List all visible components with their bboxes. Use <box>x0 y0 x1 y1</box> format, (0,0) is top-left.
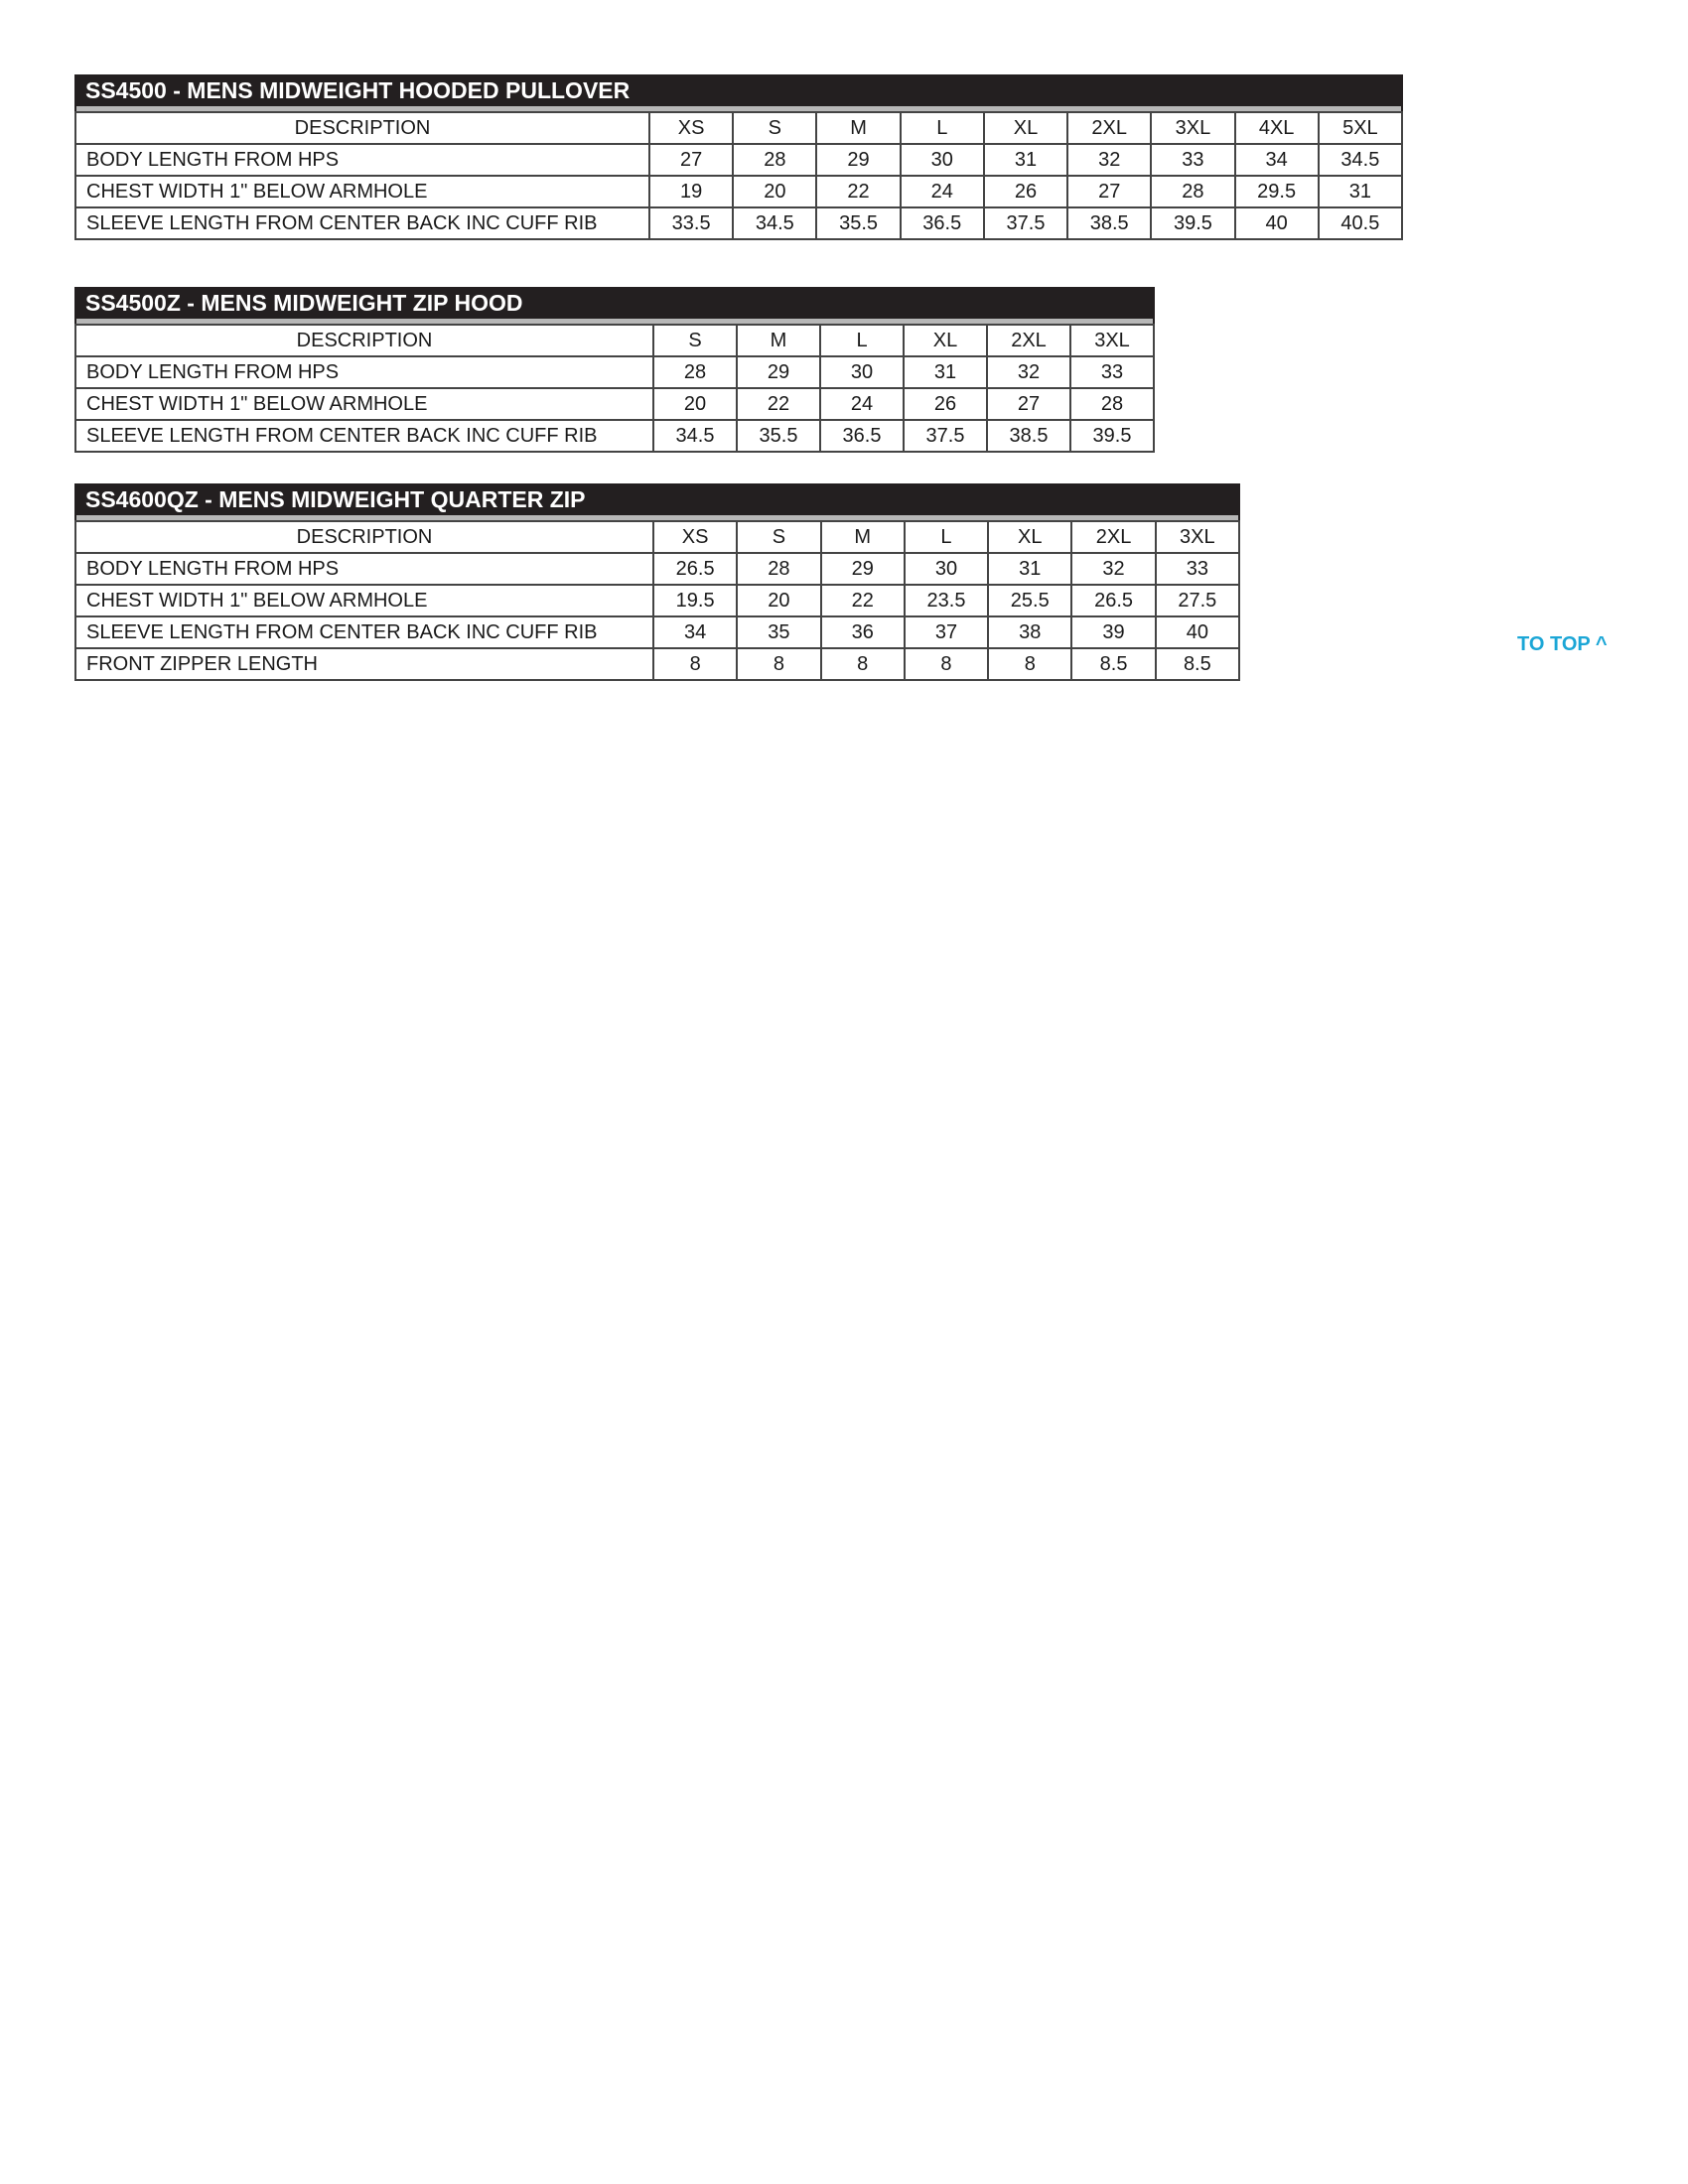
size-header: M <box>737 325 820 356</box>
row-label: BODY LENGTH FROM HPS <box>75 356 653 388</box>
size-header: 2XL <box>1067 112 1151 144</box>
table-cell: 27.5 <box>1156 585 1239 616</box>
table-cell: 28 <box>1151 176 1234 207</box>
table-row <box>75 648 1239 680</box>
table-cell: 22 <box>816 176 900 207</box>
chart-title: SS4500Z - MENS MIDWEIGHT ZIP HOOD <box>74 287 1155 319</box>
table-row <box>75 553 1239 585</box>
table-row <box>75 207 1402 239</box>
size-header: 2XL <box>1071 521 1155 553</box>
table-cell: 8 <box>905 648 988 680</box>
size-table <box>74 520 1240 681</box>
size-header: 4XL <box>1235 112 1319 144</box>
row-label: CHEST WIDTH 1" BELOW ARMHOLE <box>75 176 649 207</box>
table-cell: 38.5 <box>1067 207 1151 239</box>
table-cell: 37.5 <box>904 420 987 452</box>
table-cell: 8.5 <box>1071 648 1155 680</box>
chart-title: SS4600QZ - MENS MIDWEIGHT QUARTER ZIP <box>74 483 1240 515</box>
table-cell: 39.5 <box>1151 207 1234 239</box>
size-header: 3XL <box>1156 521 1239 553</box>
table-cell: 28 <box>737 553 820 585</box>
table-cell: 39 <box>1071 616 1155 648</box>
description-header: DESCRIPTION <box>75 521 653 553</box>
table-cell: 35.5 <box>816 207 900 239</box>
table-cell: 22 <box>821 585 905 616</box>
table-cell: 38.5 <box>987 420 1070 452</box>
size-header: L <box>820 325 904 356</box>
table-cell: 26 <box>904 388 987 420</box>
table-cell: 34.5 <box>653 420 737 452</box>
size-header: XS <box>653 521 737 553</box>
size-chart-ss4600qz <box>74 483 1240 681</box>
size-header: XL <box>988 521 1071 553</box>
table-cell: 36 <box>821 616 905 648</box>
table-cell: 33 <box>1070 356 1154 388</box>
table-cell: 26.5 <box>653 553 737 585</box>
table-cell: 20 <box>737 585 820 616</box>
table-cell: 40.5 <box>1319 207 1402 239</box>
table-cell: 33 <box>1156 553 1239 585</box>
size-table <box>74 324 1155 453</box>
table-cell: 34 <box>1235 144 1319 176</box>
table-cell: 8 <box>988 648 1071 680</box>
table-cell: 8 <box>821 648 905 680</box>
table-cell: 27 <box>987 388 1070 420</box>
table-header-row <box>75 521 1239 553</box>
table-cell: 30 <box>901 144 984 176</box>
row-label: SLEEVE LENGTH FROM CENTER BACK INC CUFF RIB <box>75 420 653 452</box>
row-label: SLEEVE LENGTH FROM CENTER BACK INC CUFF RIB <box>75 616 653 648</box>
table-cell: 8 <box>653 648 737 680</box>
table-row <box>75 356 1154 388</box>
size-header: XL <box>904 325 987 356</box>
table-cell: 28 <box>1070 388 1154 420</box>
size-header: 5XL <box>1319 112 1402 144</box>
size-header: XS <box>649 112 733 144</box>
table-row <box>75 388 1154 420</box>
table-cell: 30 <box>905 553 988 585</box>
row-label: CHEST WIDTH 1" BELOW ARMHOLE <box>75 388 653 420</box>
row-label: FRONT ZIPPER LENGTH <box>75 648 653 680</box>
row-label: SLEEVE LENGTH FROM CENTER BACK INC CUFF RIB <box>75 207 649 239</box>
row-label: CHEST WIDTH 1" BELOW ARMHOLE <box>75 585 653 616</box>
table-cell: 37.5 <box>984 207 1067 239</box>
table-row <box>75 420 1154 452</box>
size-header: M <box>821 521 905 553</box>
table-cell: 28 <box>653 356 737 388</box>
table-row <box>75 616 1239 648</box>
size-chart-ss4500z <box>74 287 1155 453</box>
table-cell: 32 <box>1067 144 1151 176</box>
table-cell: 30 <box>820 356 904 388</box>
table-cell: 24 <box>820 388 904 420</box>
size-header: L <box>905 521 988 553</box>
table-cell: 29 <box>821 553 905 585</box>
size-chart-ss4500 <box>74 74 1403 240</box>
table-row <box>75 144 1402 176</box>
table-cell: 29 <box>737 356 820 388</box>
size-header: 2XL <box>987 325 1070 356</box>
table-cell: 40 <box>1156 616 1239 648</box>
table-cell: 35.5 <box>737 420 820 452</box>
size-header: 3XL <box>1151 112 1234 144</box>
table-cell: 19.5 <box>653 585 737 616</box>
size-header: M <box>816 112 900 144</box>
table-cell: 23.5 <box>905 585 988 616</box>
table-cell: 31 <box>904 356 987 388</box>
size-table <box>74 111 1403 240</box>
table-cell: 31 <box>988 553 1071 585</box>
table-cell: 38 <box>988 616 1071 648</box>
row-label: BODY LENGTH FROM HPS <box>75 553 653 585</box>
table-cell: 33.5 <box>649 207 733 239</box>
table-cell: 27 <box>1067 176 1151 207</box>
table-cell: 19 <box>649 176 733 207</box>
size-header: L <box>901 112 984 144</box>
table-cell: 20 <box>653 388 737 420</box>
description-header: DESCRIPTION <box>75 112 649 144</box>
table-cell: 22 <box>737 388 820 420</box>
description-header: DESCRIPTION <box>75 325 653 356</box>
to-top-link[interactable]: TO TOP ^ <box>1517 633 1608 655</box>
table-row <box>75 176 1402 207</box>
table-cell: 26.5 <box>1071 585 1155 616</box>
table-cell: 28 <box>733 144 816 176</box>
table-cell: 31 <box>984 144 1067 176</box>
table-header-row <box>75 325 1154 356</box>
table-cell: 40 <box>1235 207 1319 239</box>
table-cell: 31 <box>1319 176 1402 207</box>
size-header: S <box>737 521 820 553</box>
size-header: 3XL <box>1070 325 1154 356</box>
table-cell: 8.5 <box>1156 648 1239 680</box>
table-cell: 37 <box>905 616 988 648</box>
table-cell: 33 <box>1151 144 1234 176</box>
size-header: XL <box>984 112 1067 144</box>
size-header: S <box>733 112 816 144</box>
table-cell: 34 <box>653 616 737 648</box>
table-cell: 36.5 <box>820 420 904 452</box>
table-cell: 29.5 <box>1235 176 1319 207</box>
table-cell: 29 <box>816 144 900 176</box>
table-header-row <box>75 112 1402 144</box>
table-cell: 20 <box>733 176 816 207</box>
table-cell: 27 <box>649 144 733 176</box>
table-cell: 8 <box>737 648 820 680</box>
row-label: BODY LENGTH FROM HPS <box>75 144 649 176</box>
chart-title: SS4500 - MENS MIDWEIGHT HOODED PULLOVER <box>74 74 1403 106</box>
table-cell: 24 <box>901 176 984 207</box>
table-cell: 34.5 <box>1319 144 1402 176</box>
table-cell: 39.5 <box>1070 420 1154 452</box>
table-row <box>75 585 1239 616</box>
table-cell: 32 <box>1071 553 1155 585</box>
table-cell: 25.5 <box>988 585 1071 616</box>
table-cell: 32 <box>987 356 1070 388</box>
table-cell: 35 <box>737 616 820 648</box>
table-cell: 36.5 <box>901 207 984 239</box>
table-cell: 34.5 <box>733 207 816 239</box>
size-header: S <box>653 325 737 356</box>
table-cell: 26 <box>984 176 1067 207</box>
